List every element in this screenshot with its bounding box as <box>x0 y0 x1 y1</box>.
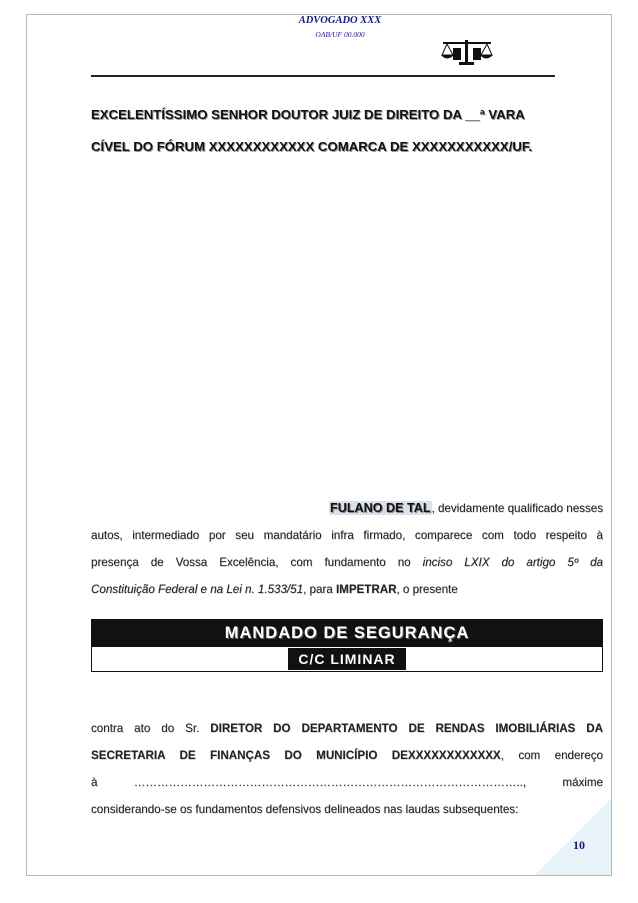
lawyer-oab-number: OAB/UF 00.000 <box>315 30 365 39</box>
intro-line-4-text-b: , o presente <box>396 583 458 596</box>
document-page <box>26 14 612 876</box>
body-line-2 <box>91 742 603 769</box>
body-line-1 <box>91 715 603 742</box>
party-name: FULANO DE TAL <box>330 501 431 515</box>
impetrar-keyword: IMPETRAR <box>335 583 397 596</box>
intro-line-3 <box>91 549 603 576</box>
intro-line-4 <box>91 576 603 603</box>
intro-line-4-text-a: , para <box>303 583 336 596</box>
intro-line-1-text: , devidamente qualificado nesses <box>431 502 603 515</box>
body-line-3-a: à <box>91 776 98 789</box>
banner-subtitle: C/C LIMINAR <box>288 648 405 670</box>
body-line-1-text: contra ato do Sr. <box>91 722 211 735</box>
address-placeholder-dots: ……………………………………………………………………………………….., <box>133 776 527 789</box>
banner-title-row <box>91 619 603 647</box>
court-address <box>91 99 601 163</box>
banner-title: MANDADO DE SEGURANÇA <box>217 619 478 647</box>
defendant-authority: DIRETOR DO DEPARTAMENTO DE RENDAS IMOBILIÁRIAS DA <box>210 722 603 735</box>
body-line-4: considerando-se os fundamentos defensivos delineados nas laudas subsequentes: <box>91 803 519 816</box>
address-line-2: CÍVEL DO FÓRUM XXXXXXXXXXXX COMARCA DE XXXXXXXXXXX/UF. <box>91 139 533 154</box>
legal-citation-inciso: inciso LXIX do artigo 5º da <box>422 556 603 569</box>
body-line-2-text: , com endereço <box>500 749 603 762</box>
intro-line-2: autos, intermediado por seu mandatário infra firmado, comparece com todo respeito à <box>91 529 603 542</box>
legal-citation-law: Constituição Federal e na Lei n. 1.533/51 <box>91 583 304 596</box>
scales-of-justice-icon <box>439 37 495 67</box>
header-divider <box>91 75 555 77</box>
intro-line-1 <box>91 495 603 522</box>
document-title-banner <box>91 619 603 673</box>
intro-paragraph <box>91 495 603 605</box>
address-line-1: EXCELENTÍSSIMO SENHOR DOUTOR JUIZ DE DIREITO DA __ª VARA <box>91 107 525 122</box>
defendant-secretariat: SECRETARIA DE FINANÇAS DO MUNICÍPIO DEXXXXXXXXXXXX <box>91 749 501 762</box>
page-number: 10 <box>573 838 585 852</box>
intro-line-3-text: presença de Vossa Excelência, com fundamento no <box>91 556 423 569</box>
body-paragraph <box>91 715 603 825</box>
banner-subtitle-row <box>91 647 603 672</box>
body-line-3-c: máxime <box>562 776 603 789</box>
page-corner-decoration <box>535 799 611 875</box>
body-line-3 <box>91 769 603 796</box>
lawyer-name: ADVOGADO XXX <box>298 15 382 26</box>
